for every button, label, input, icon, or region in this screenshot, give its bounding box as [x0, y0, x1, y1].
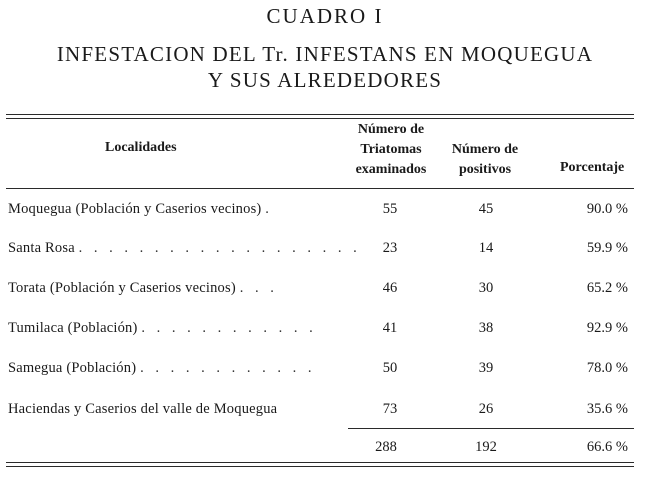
- header-examinados-line-1: Número de: [357, 122, 425, 137]
- row-1-positivos: 45: [478, 201, 494, 217]
- total-examinados: 288: [375, 439, 397, 455]
- header-examinados-line-2: Triatomas: [360, 142, 422, 157]
- row-5-positivos: 39: [478, 360, 494, 376]
- row-6-positivos: 26: [478, 401, 494, 417]
- table-title-line-2: Y SUS ALREDEDORES: [207, 68, 443, 92]
- bottom-double-rule: [6, 462, 634, 467]
- row-4-porcentaje: 92.9 %: [586, 320, 628, 336]
- row-3-examinados: 46: [382, 280, 398, 296]
- header-examinados-line-3: examinados: [355, 162, 427, 177]
- header-porcentaje: Porcentaje: [560, 160, 625, 175]
- header-positivos-line-1: Número de: [451, 142, 519, 157]
- row-4-localidad: Tumilaca (Población) . . . . . . . . . . . .: [8, 320, 317, 336]
- header-rule: [6, 188, 634, 189]
- total-porcentaje: 66.6 %: [586, 439, 628, 455]
- row-2-porcentaje: 59.9 %: [586, 240, 628, 256]
- row-3-localidad: Torata (Población y Caserios vecinos) . . .: [8, 280, 278, 296]
- header-examinados: [346, 120, 436, 180]
- row-1-localidad: Moquegua (Población y Caserios vecinos) .: [8, 201, 273, 217]
- row-2-positivos: 14: [478, 240, 494, 256]
- row-5-porcentaje: 78.0 %: [586, 360, 628, 376]
- row-6-examinados: 73: [382, 401, 398, 417]
- row-2-examinados: 23: [382, 240, 398, 256]
- row-6-porcentaje: 35.6 %: [586, 401, 628, 417]
- header-positivos-line-2: positivos: [458, 162, 512, 177]
- table-caption: CUADRO I: [266, 4, 384, 28]
- row-1-examinados: 55: [382, 201, 398, 217]
- row-3-positivos: 30: [478, 280, 494, 296]
- row-6-localidad: Haciendas y Caserios del valle de Moquegua: [8, 401, 278, 417]
- header-localidades: Localidades: [105, 140, 177, 155]
- top-double-rule: [6, 114, 634, 119]
- row-2-localidad: Santa Rosa . . . . . . . . . . . . . . . . . . .: [8, 240, 361, 256]
- total-positivos: 192: [475, 439, 497, 455]
- row-3-porcentaje: 65.2 %: [586, 280, 628, 296]
- row-4-positivos: 38: [478, 320, 494, 336]
- totals-rule: [348, 428, 634, 429]
- row-5-localidad: Samegua (Población) . . . . . . . . . . . .: [8, 360, 316, 376]
- row-1-porcentaje: 90.0 %: [586, 201, 628, 217]
- row-5-examinados: 50: [382, 360, 398, 376]
- header-positivos: [440, 140, 530, 180]
- row-4-examinados: 41: [382, 320, 398, 336]
- table-title-line-1: INFESTACION DEL Tr. INFESTANS EN MOQUEGUA: [56, 42, 594, 66]
